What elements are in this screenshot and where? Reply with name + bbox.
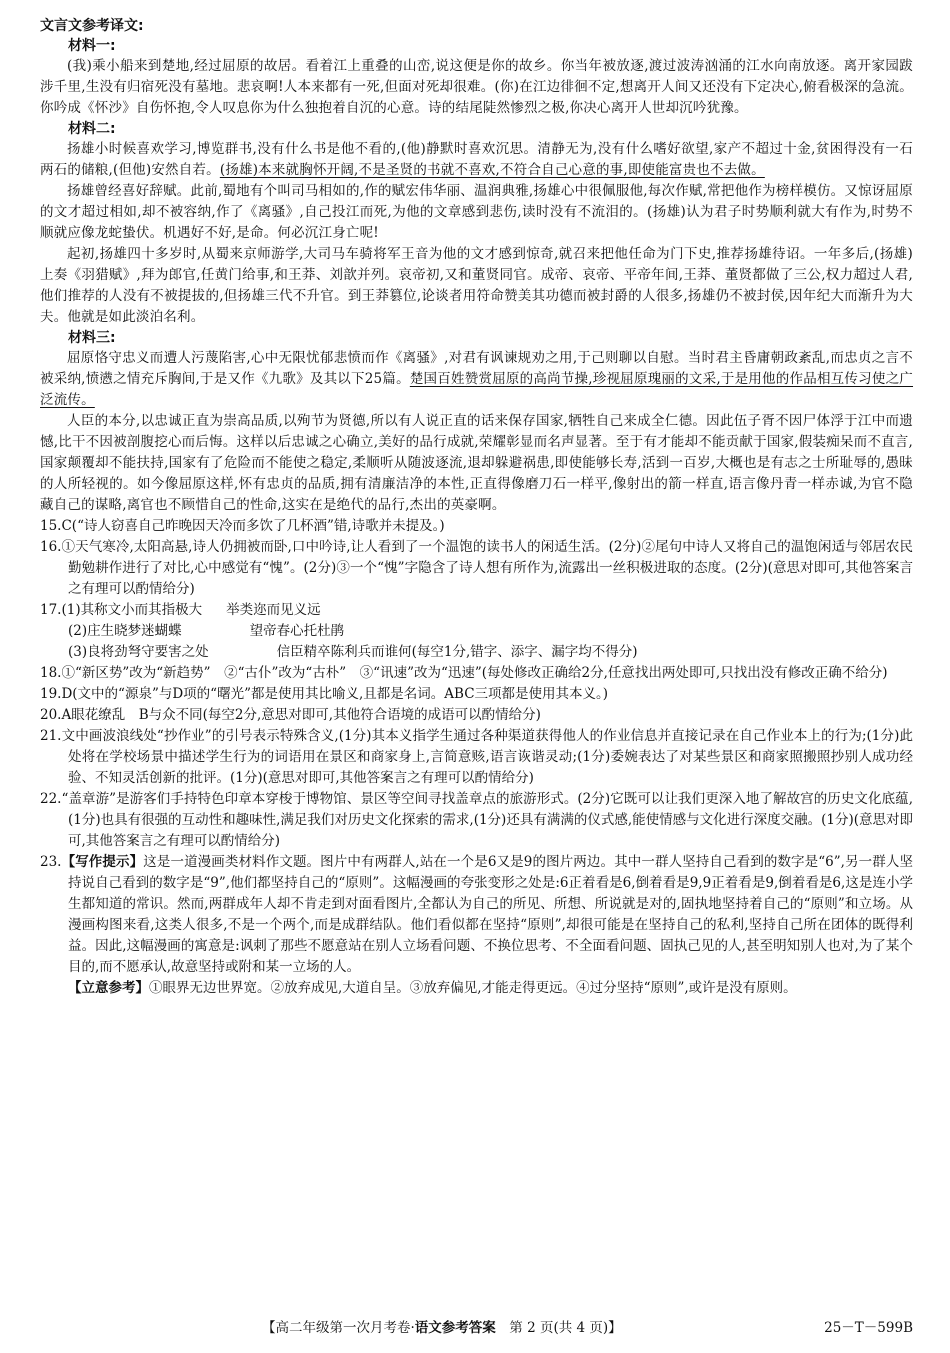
writing-tips-label: 【写作提示】	[61, 854, 144, 870]
answer-16: 16.①天气寒冷,太阳高悬,诗人仍拥被而卧,口中吟诗,让人看到了一个温饱的读书人的闲适生活。(2分)②尾句中诗人又将自己的温饱闲适与邻居农民勤勉耕作进行了对比,心中感觉有“愧”。(2分)③一个“愧”字隐含了诗人想有所作为,流露出一丝积极进取的态度。(2分)(意思对即可,其他答案言之有理可以酌情给分)	[40, 539, 913, 597]
footer-subject: 语文参考答案	[414, 1320, 496, 1336]
text-run: 扬雄小时候喜欢学习,博览群书,没有什么书是他不看的,(他)静默时喜欢沉思。清静无为,没有什么嗜好欲望,家产不超过十金,贫困得没有一石两石的储粮,(但他)安然自若。	[40, 141, 913, 178]
answer-19: 19.D(文中的“源泉”与D项的“曙光”都是使用其比喻义,且都是名词。ABC三项都是使用其本义。)	[40, 686, 609, 702]
theme-reference	[40, 978, 913, 999]
text-run: 起初,扬雄四十多岁时,从蜀来京师游学,大司马车骑将军王音为他的文才感到惊奇,就召来把他任命为门下史,推荐扬雄待诏。一年多后,(扬雄)上奏《羽猎赋》,拜为郎官,任黄门给事,和王莽、刘歆并列。哀帝初,又和董贤同官。成帝、哀帝、平帝年间,王莽、董贤都做了三公,权力超过人君,他们推荐的人没有不被提拔的,但扬雄三代不升官。到王莽篡位,论谈者用符命赞美其功德而被封爵的人很多,扬雄仍不被封侯,因年纪大而渐升为大夫。他就是如此淡泊名利。	[40, 246, 913, 325]
theme-reference-label: 【立意参考】	[68, 980, 149, 996]
material-paragraph	[40, 244, 913, 328]
answer-17-2: (2)庄生晓梦迷蝴蝶 望帝春心托杜鹃	[68, 623, 345, 639]
answer-23: 23.【写作提示】这是一道漫画类材料作文题。图片中有两群人,站在一个是6又是9的图片两边。其中一群人坚持自己看到的数字是“6”,另一群人坚持说自己看到的数字是“9”,他们都坚持自己的“原则”。这幅漫画的夸张变形之处是:6正着看是6,倒着看是9,9正着看是9,倒着看是6,这是连小学生都知道的常识。然而,两群成年人却不肯走到对面看图片,全都认为自己的所见、所想、所说就是对的,固执地坚持着自己的“原则”和立场。从漫画构图来看,这类人很多,不是一个两个,而是成群结队。他们看似都在坚持“原则”,却很可能是在坚持自己的私利,坚持自己所在团体的既得利益。因此,这幅漫画的寓意是:讽刺了那些不愿意站在别人立场看问题、不换位思考、不全面看问题、固执己见的人,甚至明知别人也对,为了某个目的,而不愿承认,故意坚持或附和某一立场的人。	[40, 854, 913, 975]
footer-page-number: 第 2 页(共 4 页)】	[495, 1320, 622, 1336]
answer-17	[40, 600, 913, 663]
theme-reference-text: ①眼界无边世界宽。②放弃成见,大道自呈。③放弃偏见,才能走得更远。④过分坚持“原则”,或许是没有原则。	[149, 980, 797, 996]
answer-17-3: (3)良将劲弩守要害之处 信臣精卒陈利兵而谁何(每空1分,错字、添字、漏字均不得分)	[68, 644, 638, 660]
material-title: 材料二:	[68, 121, 116, 137]
materials	[40, 36, 913, 516]
answer-18: 18.①“新区势”改为“新趋势” ②“古仆”改为“古朴” ③“讯速”改为“迅速”(每处修改正确给2分,任意找出两处即可,只找出没有修改正确不给分)	[40, 665, 888, 681]
text-run: (我)乘小船来到楚地,经过屈原的故居。看着江上重叠的山峦,说这便是你的故乡。你当年被放逐,渡过波涛汹涌的江水向南放逐。离开家园跋涉千里,生没有归宿死没有墓地。悲哀啊!人本来都有一死,但面对死却很难。(你)在江边徘徊不定,想离开人间又还没有下定决心,俯看极深的急流。你吟成《怀沙》自伤怀抱,令人叹息你为什么独抱着自沉的心意。诗的结尾陡然惨烈之极,你决心离开人世却沉吟犹豫。	[40, 58, 913, 116]
section-header: 文言文参考译文:	[40, 18, 144, 34]
answer-17-1: (1)其称文小而其指极大 举类迩而见义远	[61, 602, 321, 618]
material-paragraph	[40, 411, 913, 516]
material-paragraph	[40, 181, 913, 244]
material-paragraph	[40, 348, 913, 411]
answer-15: 15.C(“诗人窃喜自己昨晚因天冷而多饮了几杯酒”错,诗歌并未提及。)	[40, 518, 445, 534]
text-run: 人臣的本分,以忠诚正直为崇高品质,以殉节为贤德,所以有人说正直的话来保存国家,牺牲自己来成全仁德。因此伍子胥不因尸体浮于江中而遗憾,比干不因被剖腹挖心而后悔。这样以后忠诚之心确立,美好的品行成就,荣耀彰显而名声显著。至于有才能却不能贡献于国家,假装痴呆而不直言,国家颠覆却不能扶持,国家有了危险而不能使之稳定,柔顺听从随波逐流,退却躲避祸患,即使能够长寿,活到一百岁,大概也是有志之士所耻辱的,愚昧的人所轻视的。如今像屈原这样,怀有忠贞的品质,拥有清廉洁净的本性,正直得像磨刀石一样平,像射出的箭一样直,语言像丹青一样赤诚,为官不隐藏自己的谋略,离官也不顾惜自己的性命,这实在是绝代的品行,杰出的英豪啊。	[40, 413, 913, 513]
answers	[40, 516, 913, 999]
answer-20: 20.A眼花缭乱 B与众不同(每空2分,意思对即可,其他符合语境的成语可以酌情给分)	[40, 707, 541, 723]
footer-title: 【高二年级第一次月考卷·语文参考答案 第 2 页(共 4 页)】	[262, 1320, 622, 1336]
answer-17-number: 17.	[40, 602, 62, 618]
text-run: 扬雄曾经喜好辞赋。此前,蜀地有个叫司马相如的,作的赋宏伟华丽、温润典雅,扬雄心中很佩服他,每次作赋,常把他作为榜样模仿。又惊讶屈原的文才超过相如,却不被容纳,作了《离骚》,自己投江而死,为他的文章感到悲伤,读时没有不流泪的。(扬雄)认为君子时势顺利就大有作为,时势不顺就应像龙蛇蛰伏。机遇好不好,是命。何必沉江身亡呢!	[40, 183, 913, 241]
underlined-sentence: 楚国百姓赞赏屈原的高尚节操,珍视屈原瑰丽的文采,于是用他的作品相互传习使之广泛流传。	[40, 371, 914, 408]
text-run: 屈原恪守忠义而遭人污蔑陷害,心中无限忧郁悲愤而作《离骚》,对君有讽谏规劝之用,于己则聊以自慰。当时君主昏庸朝政紊乱,而忠贞之言不被采纳,愤懑之情充斥胸间,于是又作《九歌》及其以下25篇。	[40, 350, 913, 387]
answer-22: 22.“盖章游”是游客们手持特色印章本穿梭于博物馆、景区等空间寻找盖章点的旅游形式。(2分)它既可以让我们更深入地了解故宫的历史文化底蕴,(1分)也具有很强的互动性和趣味性,满足我们对历史文化探索的需求,(1分)还具有满满的仪式感,能使情感与文化进行深度交融。(1分)(意思对即可,其他答案言之有理可以酌情给分)	[40, 791, 914, 849]
answer-21: 21.文中画波浪线处“抄作业”的引号表示特殊含义,(1分)其本义指学生通过各种渠道获得他人的作业信息并直接记录在自己作业本上的行为;(1分)此处将在学校场景中描述学生行为的词语用在景区和商家身上,言简意赅,语言诙谐灵动;(1分)委婉表达了对某些景区和商家照搬照抄别人成功经验、不知灵活创新的批评。(1分)(意思对即可,其他答案言之有理可以酌情给分)	[40, 728, 913, 786]
footer-code: 25－T－599B	[824, 1320, 913, 1336]
underlined-sentence: (扬雄)本来就胸怀开阔,不是圣贤的书就不喜欢,不符合自己心意的事,即使能富贵也不去做。	[219, 162, 765, 178]
material-title: 材料三:	[68, 330, 116, 346]
material-paragraph	[40, 139, 913, 181]
page-footer	[40, 1316, 913, 1340]
material-title: 材料一:	[68, 38, 116, 54]
material-paragraph	[40, 56, 913, 119]
answer-page	[40, 16, 913, 999]
writing-tips-text: 这是一道漫画类材料作文题。图片中有两群人,站在一个是6又是9的图片两边。其中一群人坚持自己看到的数字是“6”,另一群人坚持说自己看到的数字是“9”,他们都坚持自己的“原则”。这幅漫画的夸张变形之处是:6正着看是6,倒着看是9,9正着看是9,倒着看是6,这是连小学生都知道的常识。然而,两群成年人却不肯走到对面看图片,全都认为自己的所见、所想、所说就是对的,固执地坚持着自己的“原则”和立场。从漫画构图来看,这类人很多,不是一个两个,而是成群结队。他们看似都在坚持“原则”,却很可能是在坚持自己的私利,坚持自己所在团体的既得利益。因此,这幅漫画的寓意是:讽刺了那些不愿意站在别人立场看问题、不换位思考、不全面看问题、固执己见的人,甚至明知别人也对,为了某个目的,而不愿承认,故意坚持或附和某一立场的人。	[68, 854, 913, 975]
